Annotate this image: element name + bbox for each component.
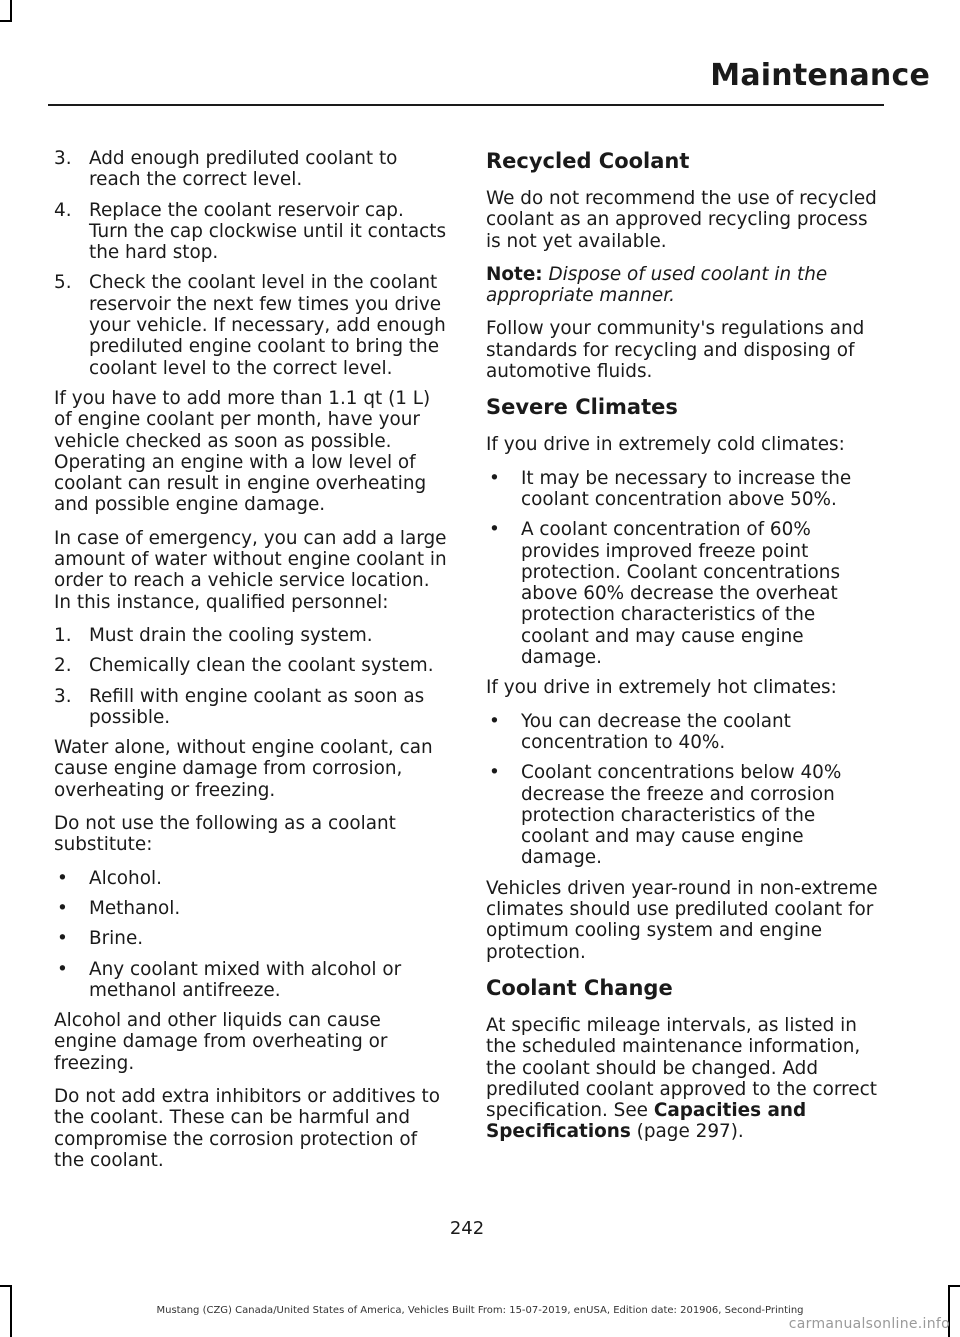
- paragraph-year-round: Vehicles driven year-round in non-extreme climates should use prediluted coolant for optimum cooling system and engine protection.: [486, 877, 878, 963]
- watermark: carmanualsonline.info: [788, 1316, 950, 1332]
- bullet-item: • Brine.: [57, 928, 144, 950]
- note: Note: Dispose of used coolant in the appropriate manner.: [486, 263, 828, 307]
- page-number: 242: [449, 1218, 485, 1239]
- paragraph-community: Follow your community's regulations and standards for recycling and disposing of automotive fluids.: [486, 318, 865, 383]
- footer-doc-info: Mustang (CZG) Canada/United States of America, Vehicles Built From: 15-07-2019, enUSA, Edition date: 201906, Second-Printing: [156, 1305, 804, 1316]
- paragraph-substitute: Do not use the following as a coolant substitute:: [54, 813, 396, 856]
- paragraph-inhibitors: Do not add extra inhibitors or additives to the coolant. These can be harmful and compromise the corrosion protection of the coolant.: [54, 1085, 441, 1171]
- paragraph-emergency: In case of emergency, you can add a large amount of water without engine coolant in order to reach a vehicle service location. In this instance, qualified personnel:: [54, 527, 447, 613]
- paragraph-monthly-coolant: If you have to add more than 1.1 qt (1 L) of engine coolant per month, have your vehicle checked as soon as possible. Operating an engine with a low level of coolant can result in engine overheating and possible engine damage.: [54, 387, 431, 516]
- right-column: [486, 148, 880, 1155]
- heading-coolant-change: Coolant Change: [486, 975, 673, 1000]
- heading-recycled-coolant: Recycled Coolant: [486, 149, 690, 173]
- left-column: [54, 148, 448, 1183]
- paragraph-cold-intro: If you drive in extremely cold climates:: [486, 434, 845, 456]
- heading-severe-climates: Severe Climates: [486, 395, 678, 420]
- bullet-item: • It may be necessary to increase the coolant concentration above 50%.: [489, 467, 852, 510]
- list-item: 5. Check the coolant level in the coolant reservoir the next few times you drive your vehicle. If necessary, add enough prediluted engine coolant to bring the coolant level to the correct level.: [54, 272, 446, 379]
- bullet-item: • Alcohol.: [57, 867, 162, 889]
- bullet-item: • Any coolant mixed with alcohol or methanol antifreeze.: [57, 958, 402, 1001]
- paragraph-alcohol: Alcohol and other liquids can cause engine damage from overheating or freezing.: [54, 1010, 388, 1074]
- list-item: 3. Add enough prediluted coolant to reach the correct level.: [54, 148, 398, 191]
- paragraph-hot-intro: If you drive in extremely hot climates:: [486, 677, 837, 699]
- bullet-item: • Coolant concentrations below 40% decrease the freeze and corrosion protection characteristics of the coolant and may cause engine damage.: [489, 762, 842, 869]
- crop-mark-top-left-v: [10, 0, 12, 22]
- paragraph-water-alone: Water alone, without engine coolant, can cause engine damage from corrosion, overheating or freezing.: [54, 737, 433, 801]
- bullet-item: • You can decrease the coolant concentration to 40%.: [489, 710, 791, 753]
- paragraph-recycled: We do not recommend the use of recycled coolant as an approved recycling process is not yet available.: [486, 188, 877, 252]
- list-item: 2. Chemically clean the coolant system.: [54, 655, 434, 677]
- paragraph-coolant-change: At specific mileage intervals, as listed in the scheduled maintenance information, the coolant should be changed. Add prediluted coolant approved to the correct specification. See Capacities and Specifications (page 297).: [486, 1014, 877, 1143]
- bullet-item: • Methanol.: [57, 897, 181, 919]
- list-item: 1. Must drain the cooling system.: [54, 624, 373, 646]
- crop-mark-top-left-h: [0, 20, 12, 22]
- crop-mark-bottom-right-h: [948, 1285, 960, 1287]
- list-item: 4. Replace the coolant reservoir cap. Turn the cap clockwise until it contacts the hard stop.: [54, 199, 447, 264]
- crop-mark-bottom-left-h: [0, 1285, 12, 1287]
- header-divider: [48, 104, 884, 106]
- list-item: 3. Refill with engine coolant as soon as possible.: [54, 685, 425, 728]
- capacities-link[interactable]: Capacities and Specifications: [486, 1100, 807, 1143]
- page-title: Maintenance: [710, 58, 930, 93]
- bullet-item: • A coolant concentration of 60% provides improved freeze point protection. Coolant concentrations above 60% decrease the overheat protection characteristics of the coolant and may cause engine damage.: [489, 519, 841, 669]
